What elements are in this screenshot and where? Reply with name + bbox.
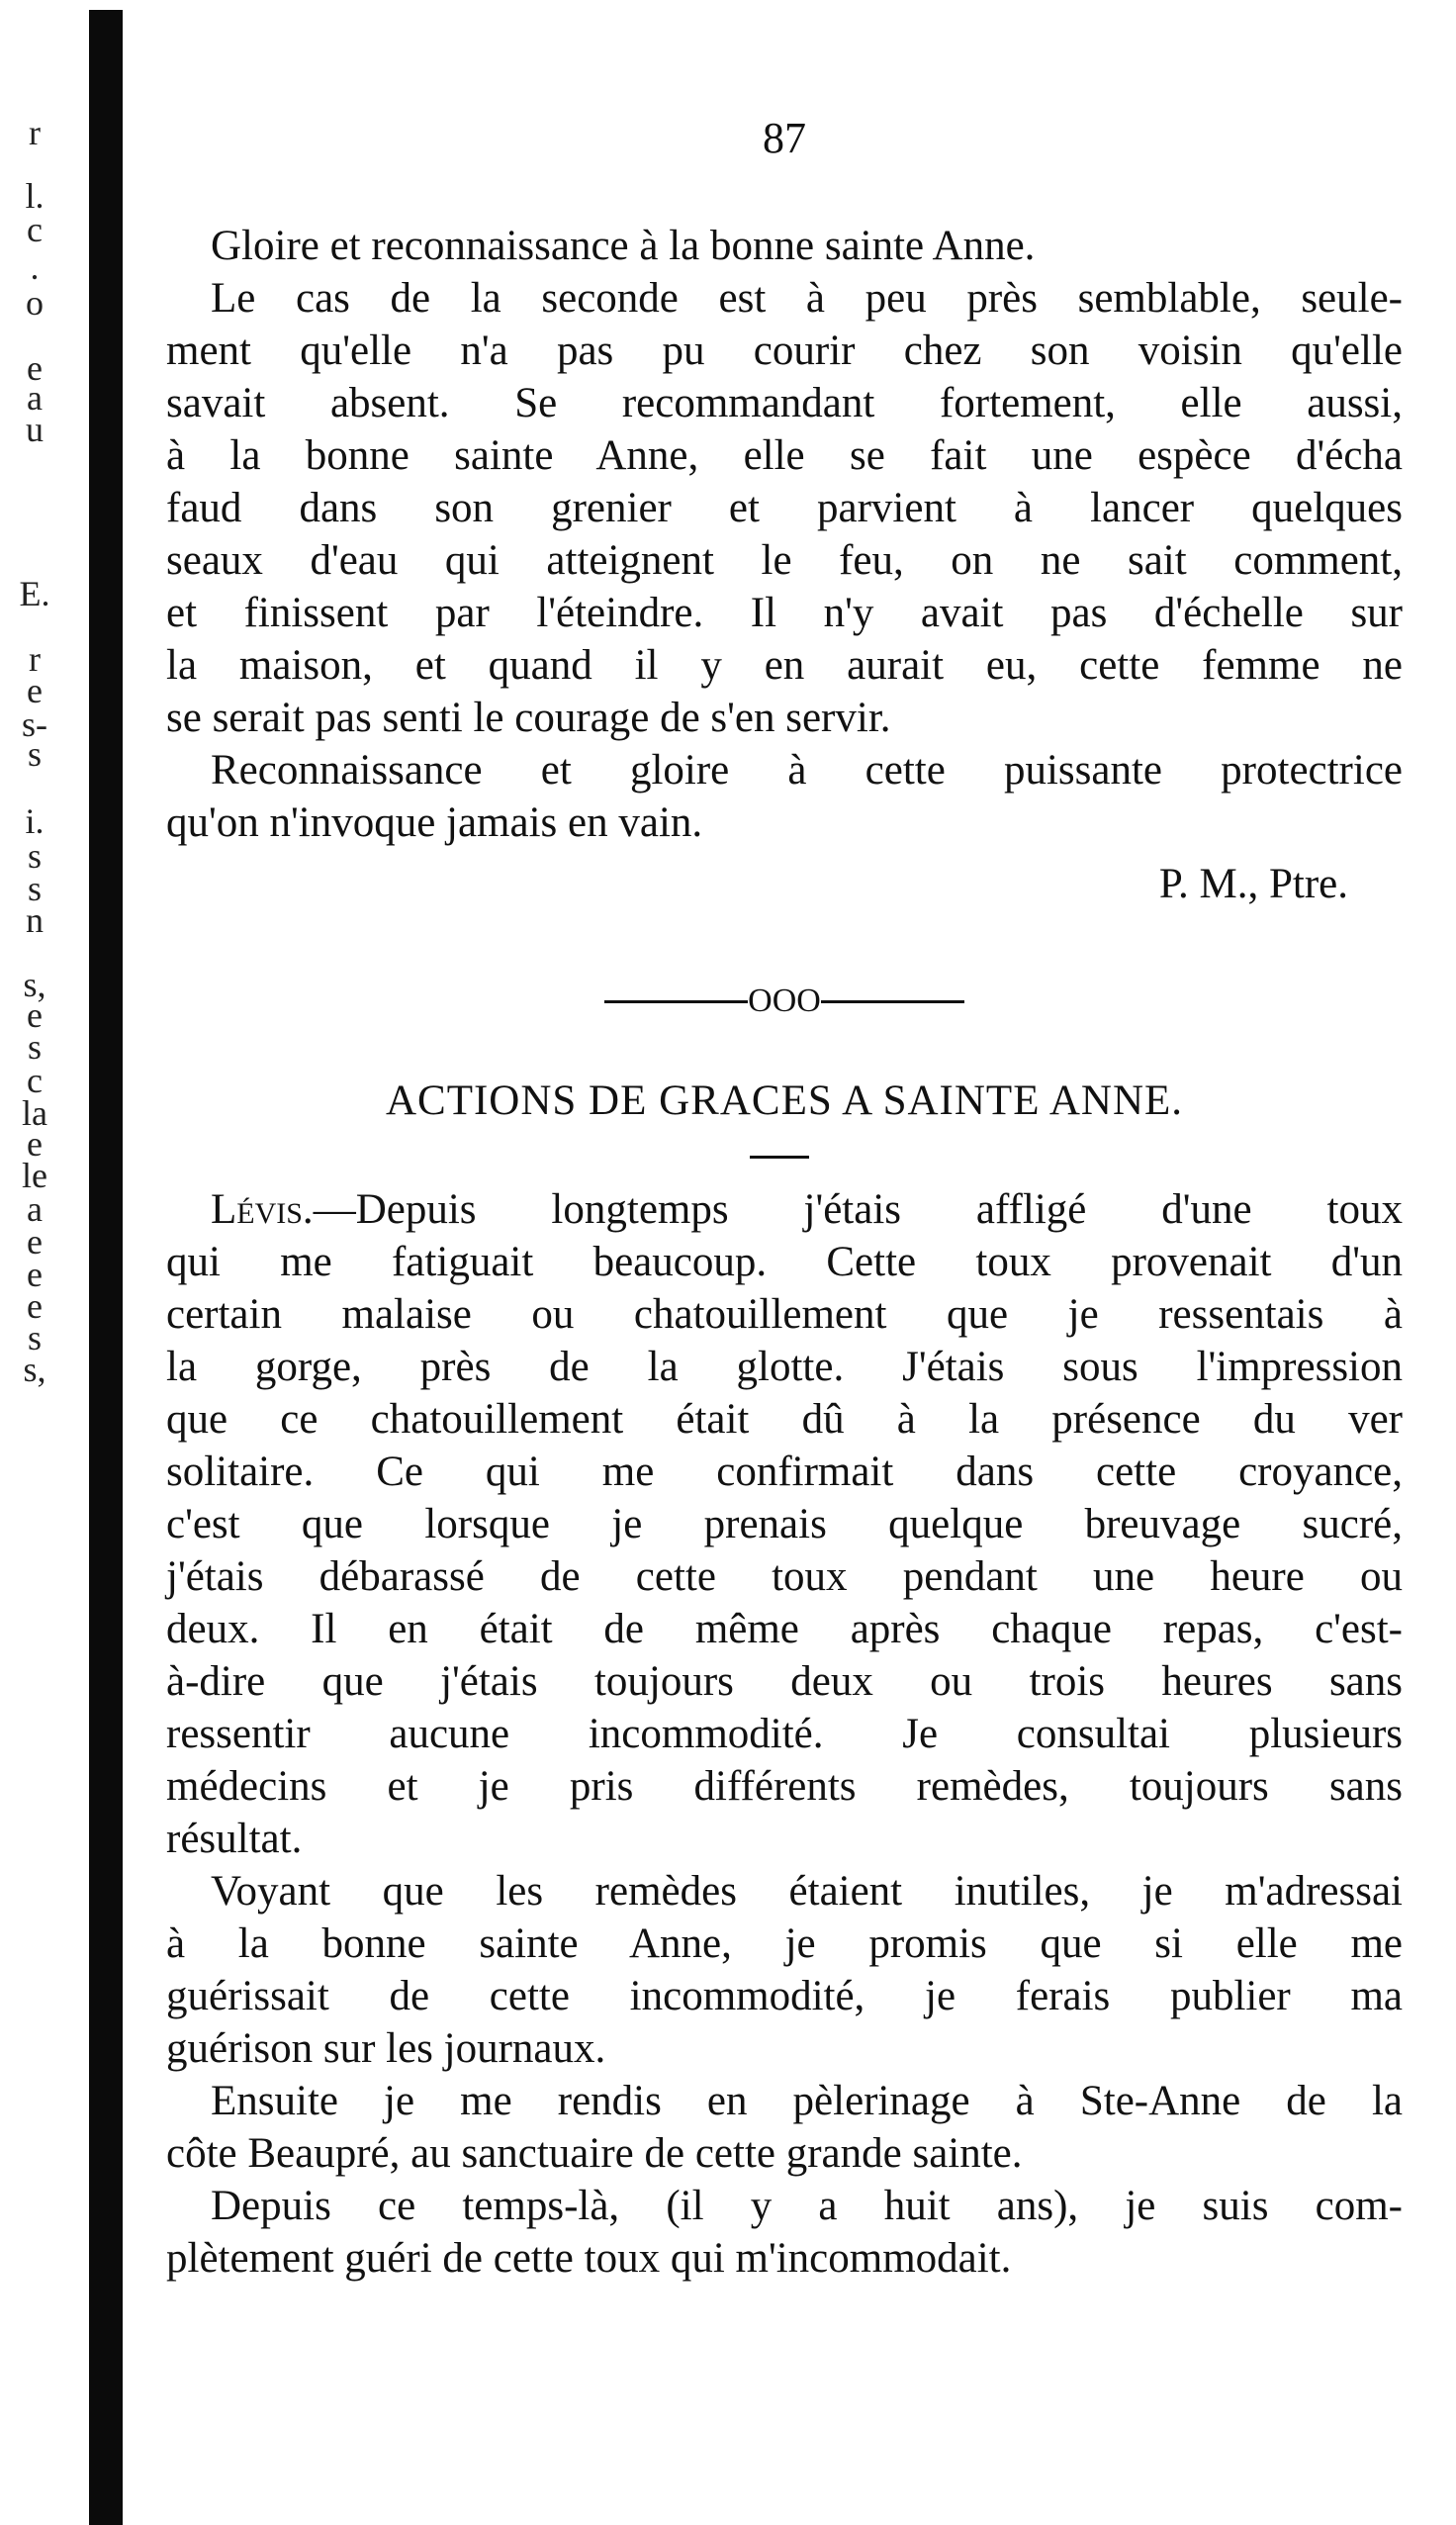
- gutter-fragment: s,: [23, 1350, 46, 1389]
- text-line: Depuis ce temps-là, (il y a huit ans), je suis com-: [211, 2183, 1403, 2229]
- section-heading: ACTIONS DE GRACES A SAINTE ANNE.: [385, 1077, 1184, 1124]
- gutter-fragment: s,: [23, 965, 46, 1004]
- gutter-fragment: a: [27, 1189, 43, 1229]
- text-line: plètement guéri de cette toux qui m'incommodait.: [166, 2235, 1012, 2282]
- gutter-fragment: c: [27, 1061, 43, 1100]
- text-line: Le cas de la seconde est à peu près semblable, seule-: [211, 275, 1403, 322]
- text-line: qu'on n'invoque jamais en vain.: [166, 799, 703, 846]
- gutter-fragment: s: [27, 836, 42, 876]
- text-line: Gloire et reconnaissance à la bonne sainte Anne.: [211, 223, 1036, 269]
- signature: P. M., Ptre.: [1158, 861, 1348, 907]
- gutter-fragment: la: [22, 1093, 47, 1133]
- gutter-fragment: u: [26, 410, 44, 449]
- text-line: que ce chatouillement était dû à la présence du ver: [166, 1396, 1403, 1443]
- divider-ornament: OOO: [748, 982, 821, 1019]
- text-line: ressentir aucune incommodité. Je consultai plusieurs: [166, 1711, 1403, 1757]
- text-line: Reconnaissance et gloire à cette puissante protectrice: [211, 747, 1403, 794]
- gutter-fragment: c: [27, 210, 43, 249]
- text-line: Ensuite je me rendis en pèlerinage à Ste-Anne de la: [211, 2078, 1403, 2124]
- text-line: deux. Il en était de même après chaque repas, c'est-: [166, 1606, 1403, 1652]
- gutter-fragment: le: [22, 1156, 47, 1195]
- gutter-fragment: E.: [19, 574, 50, 613]
- divider-rule-right: [821, 1000, 964, 1003]
- gutter-fragment: s-: [22, 704, 47, 744]
- divider-rule-left: [604, 1000, 748, 1003]
- text-line: guérison sur les journaux.: [166, 2025, 606, 2072]
- gutter-fragment: n: [26, 900, 44, 940]
- text-line: qui me fatiguait beaucoup. Cette toux provenait d'un: [166, 1239, 1403, 1285]
- text-line: j'étais débarassé de cette toux pendant une heure ou: [166, 1553, 1403, 1600]
- gutter-fragment: e: [27, 1286, 43, 1326]
- text-line: faud dans son grenier et parvient à lancer quelques: [166, 485, 1403, 531]
- place-name: Lévis.: [211, 1186, 314, 1233]
- text-line: ment qu'elle n'a pas pu courir chez son voisin qu'elle: [166, 327, 1403, 374]
- text-line: se serait pas senti le courage de s'en servir.: [166, 695, 891, 741]
- gutter-fragment: s: [27, 1027, 42, 1067]
- binding-shadow: [89, 10, 123, 2525]
- text-line-rest: —Depuis longtemps j'étais affligé d'une toux: [313, 1186, 1403, 1233]
- gutter-fragment: e: [27, 1255, 43, 1294]
- text-line: savait absent. Se recommandant fortement, elle aussi,: [166, 380, 1403, 426]
- text-line: c'est que lorsque je prenais quelque breuvage sucré,: [166, 1501, 1403, 1547]
- text-line: la gorge, près de la glotte. J'étais sous l'impression: [166, 1344, 1403, 1390]
- gutter-fragment: e: [27, 1124, 43, 1164]
- text-line: médecins et je pris différents remèdes, toujours sans: [166, 1763, 1403, 1810]
- gutter-fragment: e: [27, 995, 43, 1035]
- gutter-fragment: s: [27, 869, 42, 908]
- text-line: certain malaise ou chatouillement que je ressentais à: [166, 1291, 1403, 1338]
- gutter-fragment: s: [27, 1318, 42, 1357]
- adjacent-page-margin: [0, 0, 87, 2525]
- gutter-fragment: s: [27, 734, 42, 774]
- text-line: [211, 1183, 1403, 1236]
- text-line: guérissait de cette incommodité, je ferais publier ma: [166, 1973, 1403, 2019]
- text-line: la maison, et quand il y en aurait eu, cette femme ne: [166, 642, 1403, 689]
- gutter-fragment: i.: [25, 801, 45, 841]
- gutter-fragment: r: [29, 113, 41, 152]
- text-line: à-dire que j'étais toujours deux ou trois heures sans: [166, 1658, 1403, 1705]
- text-line: à la bonne sainte Anne, elle se fait une espèce d'écha: [166, 432, 1403, 479]
- heading-rule: [750, 1156, 809, 1159]
- text-line: seaux d'eau qui atteignent le feu, on ne sait comment,: [166, 537, 1403, 584]
- text-line: côte Beaupré, au sanctuaire de cette grande sainte.: [166, 2130, 1023, 2177]
- page-number: 87: [763, 114, 806, 162]
- text-line: à la bonne sainte Anne, je promis que si elle me: [166, 1920, 1403, 1967]
- gutter-fragment: l.: [25, 176, 45, 216]
- text-line: solitaire. Ce qui me confirmait dans cette croyance,: [166, 1449, 1403, 1495]
- text-line: résultat.: [166, 1816, 303, 1862]
- text-line: Voyant que les remèdes étaient inutiles, je m'adressai: [211, 1868, 1403, 1915]
- gutter-fragment: r: [29, 639, 41, 679]
- text-line: et finissent par l'éteindre. Il n'y avait pas d'échelle sur: [166, 590, 1403, 636]
- gutter-fragment: e: [27, 348, 43, 388]
- gutter-fragment: e: [27, 1222, 43, 1262]
- gutter-fragment: e: [27, 671, 43, 710]
- gutter-fragment: a: [27, 378, 43, 418]
- section-divider: [166, 982, 1403, 1021]
- gutter-fragment: .: [30, 247, 40, 287]
- gutter-fragment: o: [26, 283, 44, 323]
